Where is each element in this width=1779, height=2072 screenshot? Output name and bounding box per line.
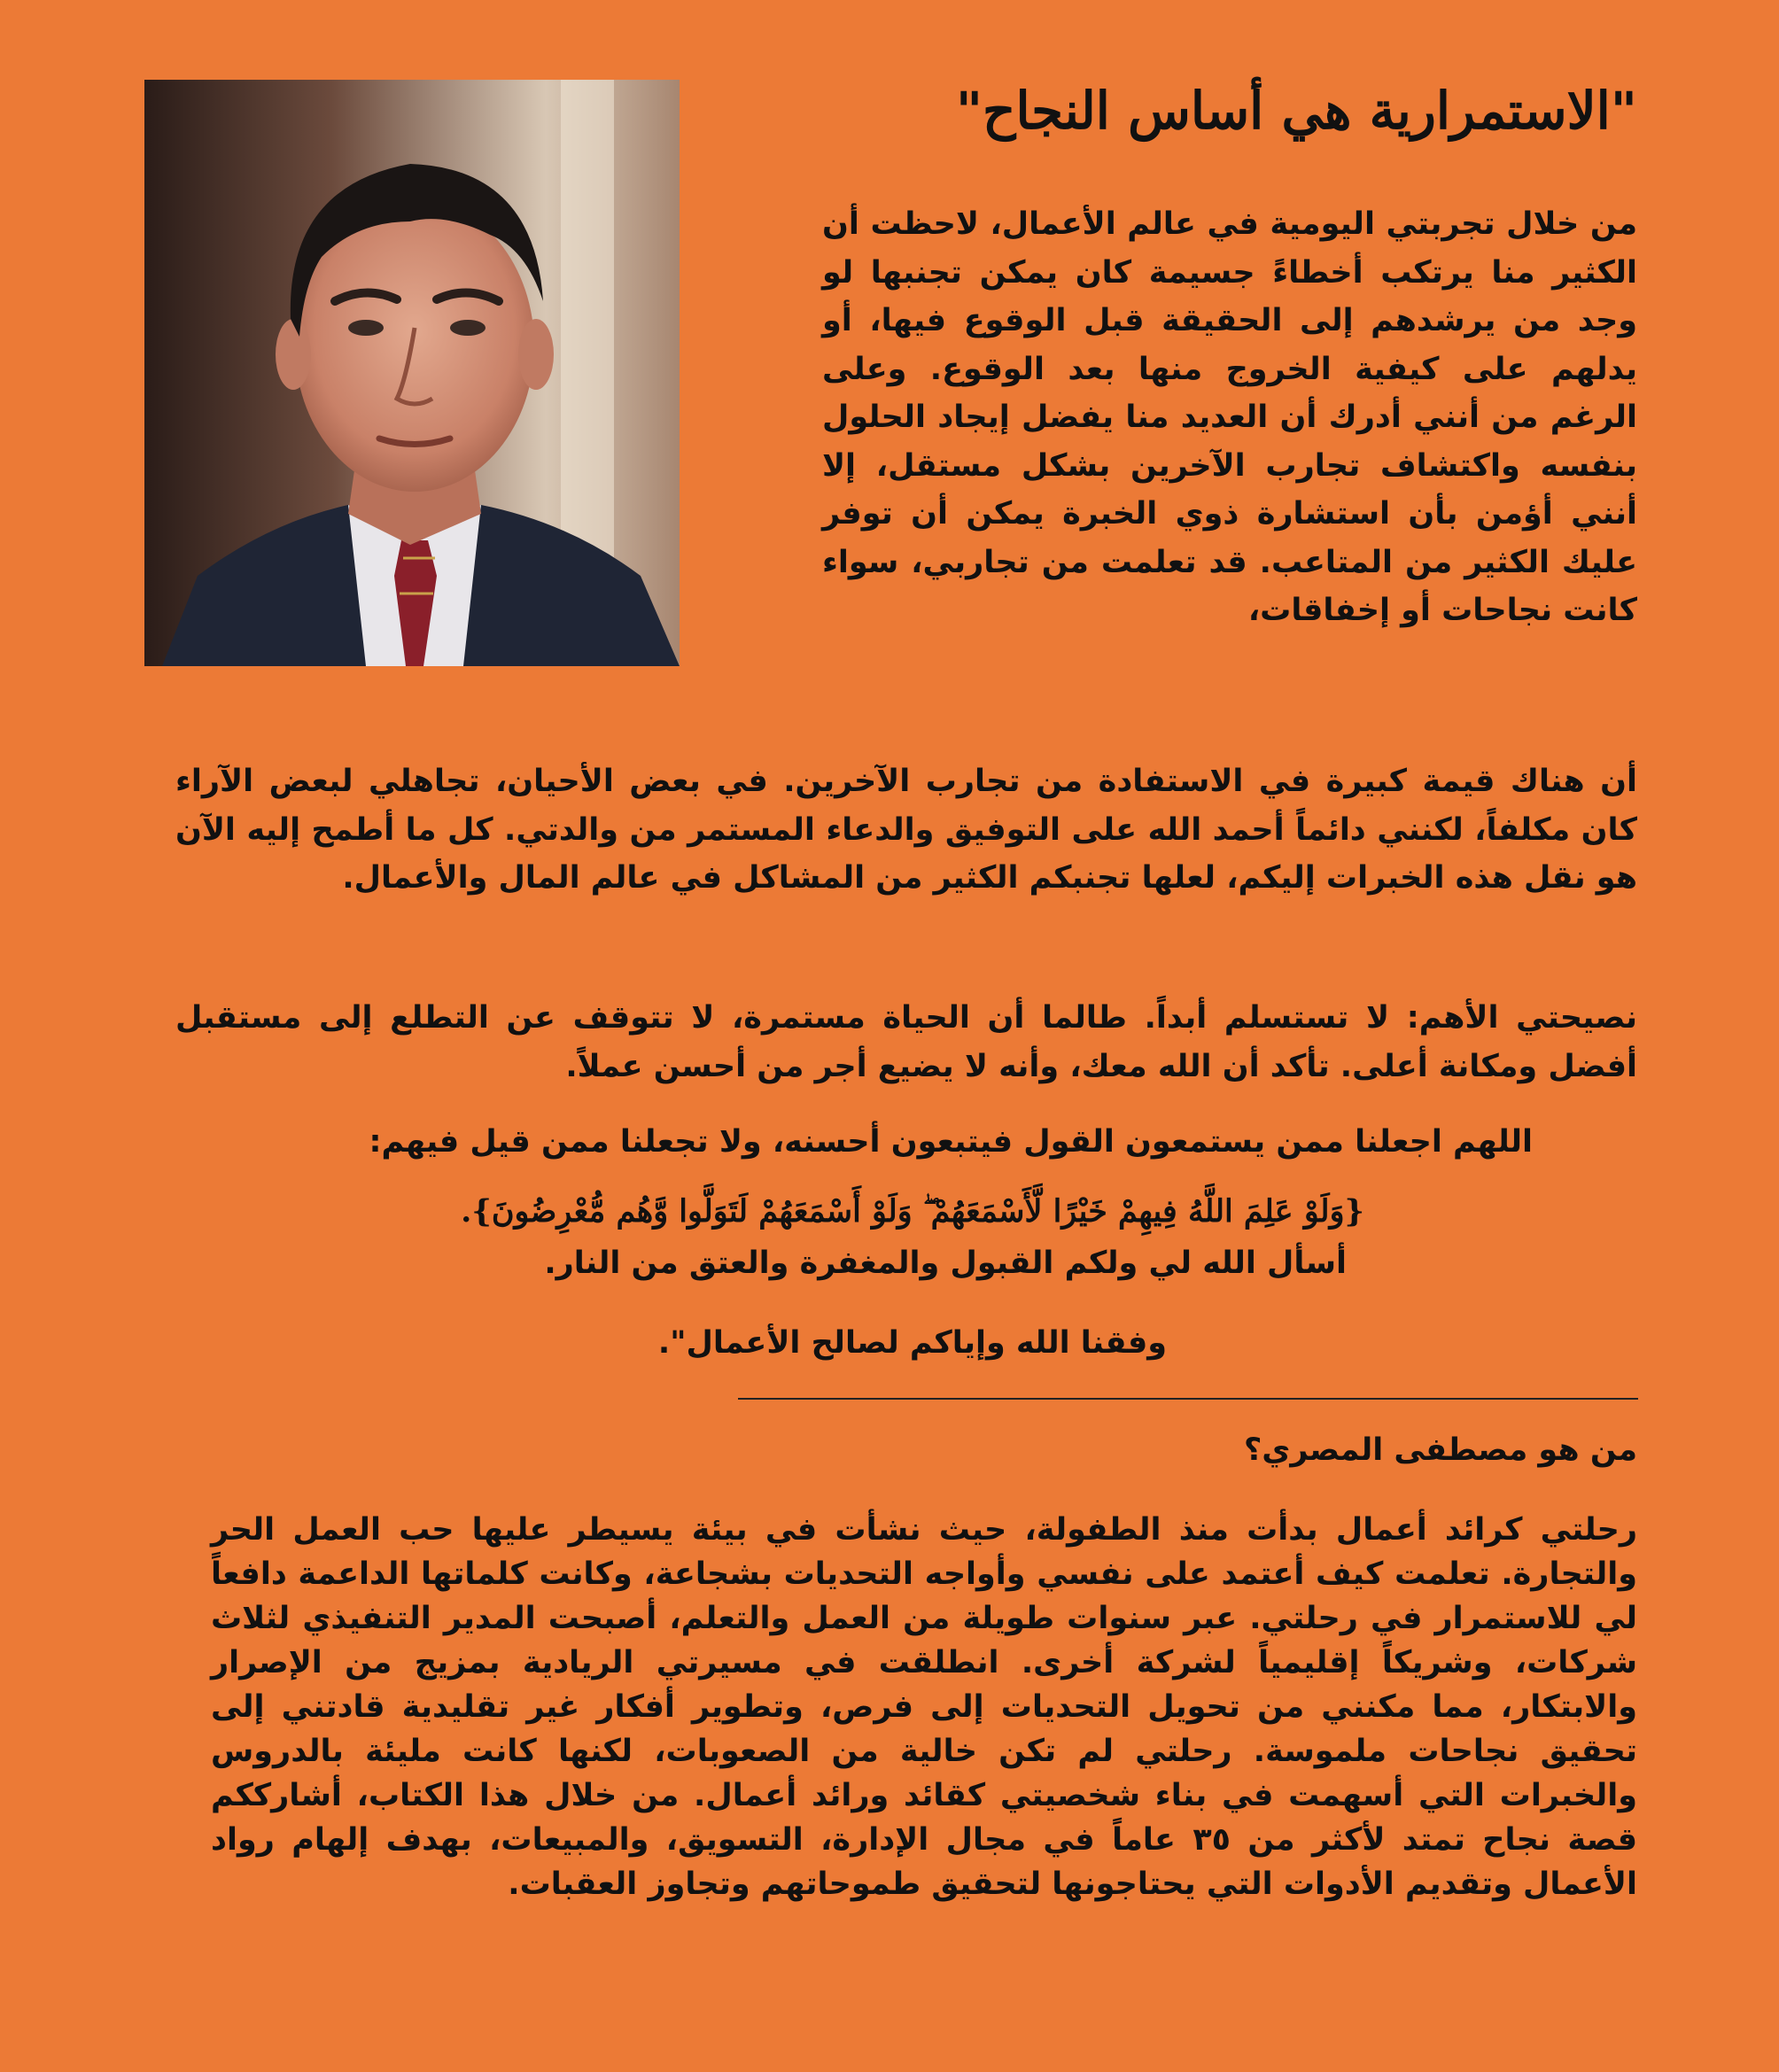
experience-paragraph: أن هناك قيمة كبيرة في الاستفادة من تجارب الآخرين. في بعض الأحيان، تجاهلي لبعض الآراء كان مكلفاً، لكنني دائماً أحمد الله على التوفيق والدعاء المستمر من والدتي. كل ما أطمح إليه الآن هو نقل هذه الخبرات إليكم، لعلها تجنبكم الكثير من المشاكل في عالم المال والأعمال.: [175, 764, 1637, 896]
author-portrait: [144, 80, 680, 666]
bio-heading: من هو مصطفى المصري؟: [1243, 1432, 1637, 1468]
quran-verse: {وَلَوْ عَلِمَ اللَّهُ فِيهِمْ خَيْرًا لَّأَسْمَعَهُمْ ۖ وَلَوْ أَسْمَعَهُمْ لَتَوَلَّوا وَّهُم مُّعْرِضُونَ}.: [461, 1193, 1364, 1230]
author-portrait-image: [144, 80, 680, 666]
intro-paragraph: من خلال تجربتي اليومية في عالم الأعمال، لاحظت أن الكثير منا يرتكب أخطاءً جسيمة كان يمكن تجنبها لو وجد من يرشدهم إلى الحقيقة قبل الوقوع فيها، أو يدلهم على كيفية الخروج منها بعد الوقوع. وعلى الرغم من أنني أدرك أن العديد منا يفضل إيجاد الحلول بنفسه واكتشاف تجارب الآخرين بشكل مستقل، إلا أنني أؤمن بأن استشارة ذوي الخبرة يمكن أن توفر عليك الكثير من المتاعب. قد تعلمت من تجاربي، سواء كانت نجاحات أو إخفاقات،: [822, 206, 1637, 628]
closing-line: وفقنا الله وإياكم لصالح الأعمال".: [657, 1325, 1168, 1361]
section-divider: [738, 1398, 1638, 1400]
prayer-line: أسأل الله لي ولكم القبول والمغفرة والعتق من النار.: [544, 1246, 1347, 1281]
article-title: "الاستمرارية هي أساس النجاح": [955, 81, 1637, 141]
advice-paragraph: نصيحتي الأهم: لا تستسلم أبداً. طالما أن الحياة مستمرة، لا تتوقف عن التطلع إلى مستقبل أفضل ومكانة أعلى. تأكد أن الله معك، وأنه لا يضيع أجر من أحسن عملاً.: [175, 1000, 1637, 1084]
supplication-paragraph: اللهم اجعلنا ممن يستمعون القول فيتبعون أحسنه، ولا تجعلنا ممن قيل فيهم:: [369, 1124, 1533, 1160]
bio-paragraph: رحلتي كرائد أعمال بدأت منذ الطفولة، حيث نشأت في بيئة يسيطر عليها حب العمل الحر والتجارة. تعلمت كيف أعتمد على نفسي وأواجه التحديات بشجاعة، وكانت كلماتها الداعمة دافعاً لي للاستمرار في رحلتي. عبر سنوات طويلة من العمل والتعلم، أصبحت المدير التنفيذي لثلاث شركات، وشريكاً إقليمياً لشركة أخرى. انطلقت في مسيرتي الريادية بمزيج من الإصرار والابتكار، مما مكنني من تحويل التحديات إلى فرص، وتطوير أفكار غير تقليدية قادتني إلى تحقيق نجاحات ملموسة. رحلتي لم تكن خالية من الصعوبات، لكنها كانت مليئة بالدروس والخبرات التي أسهمت في بناء شخصيتي كقائد ورائد أعمال. من خلال هذا الكتاب، أشارككم قصة نجاح تمتد لأكثر من ٣٥ عاماً في مجال الإدارة، التسويق، والمبيعات، بهدف إلهام رواد الأعمال وتقديم الأدوات التي يحتاجونها لتحقيق طموحاتهم وتجاوز العقبات.: [211, 1512, 1637, 1902]
